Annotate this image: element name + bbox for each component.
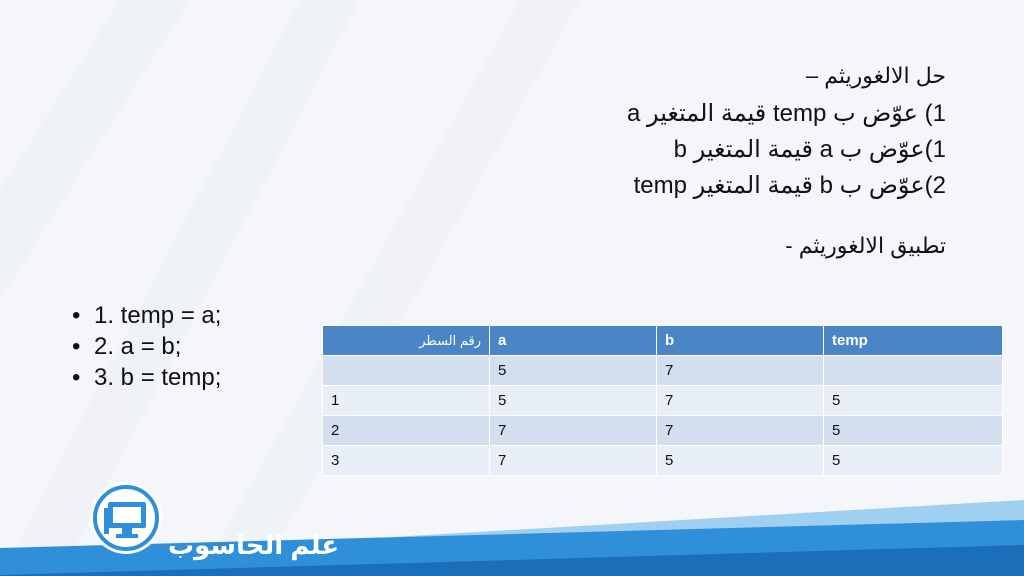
table-row [323, 446, 1002, 475]
code-line [72, 362, 221, 393]
code-line-text: 2. a = b; [94, 333, 182, 360]
bullet: • [72, 302, 81, 329]
table-cell: 7 [657, 416, 823, 445]
code-line-text: 1. temp = a; [94, 302, 222, 329]
code-list [72, 300, 221, 393]
table-cell: 5 [490, 356, 656, 385]
computer-logo-icon [86, 478, 166, 558]
table-cell: 7 [490, 446, 656, 475]
table-cell: 1 [323, 386, 489, 415]
header-b: b [657, 326, 823, 355]
logo-text: علم الحاسوب [168, 530, 340, 560]
table-cell: 3 [323, 446, 489, 475]
table-row [323, 416, 1002, 445]
algorithm-step: 1)عوّض ب a قيمة المتغير b [673, 136, 946, 163]
header-line-number: رقم السطر [323, 326, 489, 355]
table-cell: 5 [824, 416, 1002, 445]
header-a: a [490, 326, 656, 355]
table-header-row [323, 326, 1002, 355]
table-cell: 7 [657, 386, 823, 415]
apply-algorithm-title: تطبيق الالغوريثم - [785, 233, 946, 258]
table-cell: 5 [490, 386, 656, 415]
table-cell [824, 356, 1002, 385]
header-temp: temp [824, 326, 1002, 355]
algorithm-step: 2)عوّض ب b قيمة المتغير temp [633, 172, 946, 199]
table-cell [323, 356, 489, 385]
table-cell: 5 [824, 446, 1002, 475]
table-cell: 7 [657, 356, 823, 385]
algorithm-step: 1) عوّض ب temp قيمة المتغير a [626, 100, 946, 127]
bullet: • [72, 333, 81, 360]
table-row [323, 356, 1002, 385]
table-cell: 7 [490, 416, 656, 445]
algorithm-description [346, 60, 946, 262]
bullet: • [72, 364, 81, 391]
code-line [72, 300, 221, 331]
table-cell: 5 [657, 446, 823, 475]
algorithm-title: حل الالغوريثم – [805, 63, 946, 88]
code-line-text: 3. b = temp; [94, 364, 222, 391]
table-row [323, 386, 1002, 415]
trace-table [322, 325, 1003, 476]
code-line [72, 331, 221, 362]
table-cell: 5 [824, 386, 1002, 415]
table-cell: 2 [323, 416, 489, 445]
